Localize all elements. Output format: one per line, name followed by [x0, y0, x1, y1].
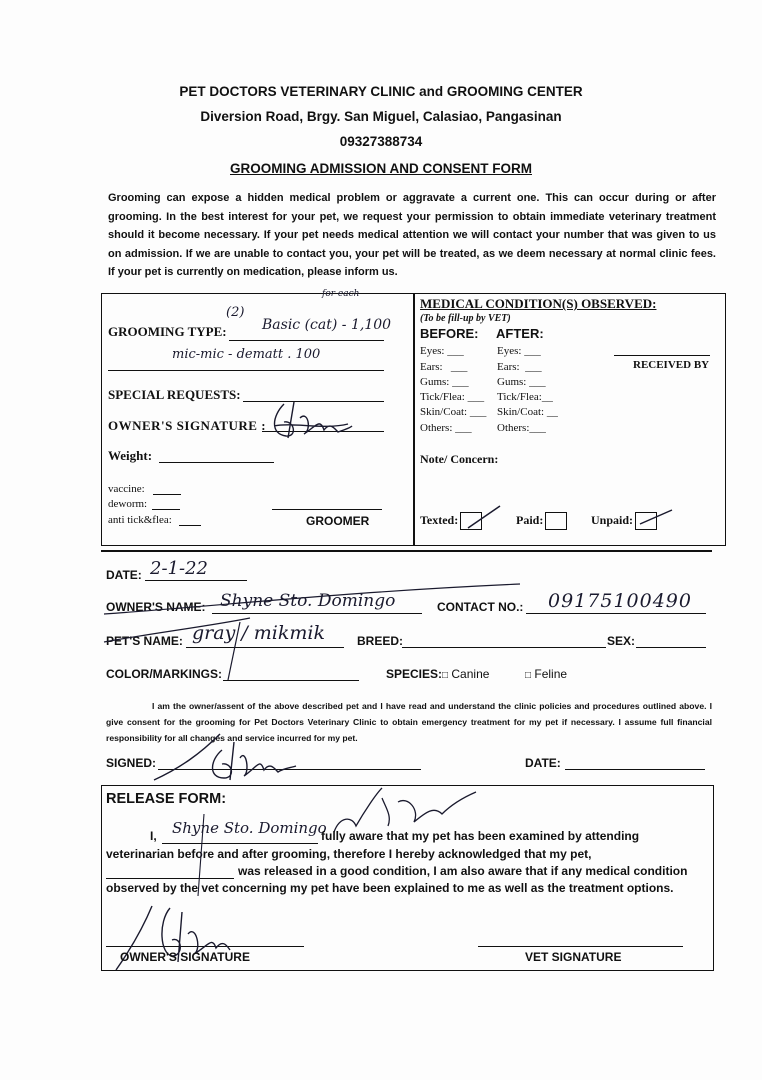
- release-text-4: observed by the vet concerning my pet have been explained to me as well as the treatment options.: [106, 881, 674, 895]
- date-label: DATE:: [106, 568, 142, 582]
- canine-option[interactable]: □ Canine: [442, 667, 490, 681]
- before-skincoat: Skin/Coat: ___: [420, 406, 487, 418]
- grooming-type-note: for each: [322, 289, 360, 299]
- sex-label: SEX:: [607, 634, 636, 648]
- antitick-line[interactable]: [179, 525, 201, 526]
- feline-option[interactable]: □ Feline: [525, 667, 568, 681]
- grooming-type-label: GROOMING TYPE:: [108, 324, 227, 339]
- after-tickflea: Tick/Flea:__: [497, 391, 553, 403]
- before-label: BEFORE:: [420, 326, 479, 341]
- clinic-phone: 09327388734: [339, 134, 423, 149]
- medical-subtitle: (To be fill-up by VET): [420, 313, 511, 324]
- release-text-2: veterinarian before and after grooming, therefore I hereby acknowledged that my pet,: [106, 847, 592, 861]
- after-ears: Ears: ___: [497, 361, 542, 373]
- release-i-label: I,: [150, 829, 157, 843]
- owner-name-value[interactable]: Shyne Sto. Domingo: [220, 591, 396, 611]
- paid-box[interactable]: [545, 512, 567, 530]
- pet-name-value[interactable]: gray / mikmik: [192, 622, 325, 644]
- owner-signature-2: [150, 728, 310, 788]
- sex-line[interactable]: [636, 647, 706, 648]
- weight-line[interactable]: [159, 462, 274, 463]
- contact-value[interactable]: 09175100490: [548, 590, 692, 612]
- note-label: Note/ Concern:: [420, 452, 499, 466]
- date-value[interactable]: 2-1-22: [150, 558, 208, 579]
- date2-line[interactable]: [565, 769, 705, 770]
- release-text-3: was released in a good condition, I am also aware that if any medical condition: [238, 864, 688, 878]
- contact-line: [526, 613, 706, 614]
- signed-label: SIGNED:: [106, 756, 157, 770]
- before-gums: Gums: ___: [420, 376, 469, 388]
- deworm-line[interactable]: [152, 509, 180, 510]
- after-eyes: Eyes: ___: [497, 345, 541, 357]
- form-title: GROOMING ADMISSION AND CONSENT FORM: [230, 161, 532, 176]
- before-eyes: Eyes: ___: [420, 345, 464, 357]
- after-gums: Gums: ___: [497, 376, 546, 388]
- owner-signature-label: OWNER'S SIGNATURE :: [108, 418, 267, 433]
- before-tickflea: Tick/Flea: ___: [420, 391, 485, 403]
- owner-name-label: OWNER'S NAME:: [106, 600, 206, 614]
- deworm-label: deworm:: [108, 498, 148, 510]
- vaccine-line[interactable]: [153, 494, 181, 495]
- grooming-type-line-2: [108, 370, 384, 371]
- species-label: SPECIES:: [386, 667, 443, 681]
- after-skincoat: Skin/Coat: __: [497, 406, 558, 418]
- texted-checkbox[interactable]: Texted:: [420, 512, 482, 530]
- medical-title: MEDICAL CONDITION(S) OBSERVED:: [420, 296, 657, 311]
- breed-line[interactable]: [402, 647, 606, 648]
- grooming-type-count: (2): [226, 305, 245, 320]
- breed-label: BREED:: [357, 634, 404, 648]
- date2-label: DATE:: [525, 756, 561, 770]
- vet-sig-label: VET SIGNATURE: [525, 950, 622, 964]
- clinic-name: PET DOCTORS VETERINARY CLINIC and GROOMING CENTER: [179, 84, 583, 99]
- grooming-type-value-2[interactable]: mic-mic - dematt . 100: [172, 347, 321, 362]
- release-title: RELEASE FORM:: [106, 791, 227, 807]
- grooming-type-value[interactable]: Basic (cat) - 1,100: [262, 317, 392, 333]
- contact-label: CONTACT NO.:: [437, 600, 524, 614]
- special-requests-label: SPECIAL REQUESTS:: [108, 387, 241, 402]
- color-label: COLOR/MARKINGS:: [106, 667, 222, 681]
- intro-paragraph: Grooming can expose a hidden medical problem or aggravate a current one. This can occur during or after grooming. In the best interest for your pet, we request your permission to obtain immediate veterinary treatment should it become necessary. If your pet needs medical attention we will contact your number that was given to us on admission. If we are unable to contact you, your pet will be treated, as we deem necessary at normal clinic fees. If your pet is currently on medication, please inform us.: [108, 192, 716, 278]
- release-text-1: fully aware that my pet has been examined by attending: [321, 829, 640, 843]
- clinic-address: Diversion Road, Brgy. San Miguel, Calasiao, Pangasinan: [200, 109, 562, 124]
- groomer-label: GROOMER: [306, 514, 370, 528]
- pet-name-label: PET'S NAME:: [106, 634, 183, 648]
- weight-label: Weight:: [108, 448, 153, 463]
- before-others: Others: ___: [420, 422, 472, 434]
- paid-checkbox[interactable]: Paid:: [516, 512, 567, 530]
- grooming-type-line: [229, 340, 384, 341]
- after-label: AFTER:: [496, 326, 544, 341]
- vet-sig-line[interactable]: [478, 946, 683, 947]
- texted-check-mark: [464, 502, 504, 532]
- groomer-line[interactable]: [272, 509, 382, 510]
- received-by-line[interactable]: [614, 355, 710, 356]
- before-ears: Ears: ___: [420, 361, 468, 373]
- section-divider: [101, 550, 712, 552]
- unpaid-check-mark: [638, 506, 674, 528]
- owner-sig-label: OWNER'S SIGNATURE: [120, 950, 250, 964]
- box-divider: [413, 294, 415, 545]
- received-by-label: RECEIVED BY: [633, 359, 710, 371]
- unpaid-checkbox[interactable]: Unpaid:: [591, 512, 657, 530]
- owner-signature-1: [264, 396, 354, 444]
- antitick-label: anti tick&flea:: [108, 514, 172, 526]
- vaccine-label: vaccine:: [108, 483, 145, 495]
- release-strike: [190, 810, 250, 900]
- color-line[interactable]: [223, 680, 359, 681]
- owner-signature-3: [112, 900, 232, 980]
- consent-text: I am the owner/assent of the above described pet and I have read and understand the clinic policies and procedures outlined above. I give consent for the grooming for Pet Doctors Veterinary Clinic to obtain emergency treatment for my pet if necessary. I assume full financial responsibility for all changes and service incurred for my pet.: [106, 701, 712, 743]
- after-others: Others:___: [497, 422, 546, 434]
- release-name-value[interactable]: Shyne Sto. Domingo: [172, 819, 327, 837]
